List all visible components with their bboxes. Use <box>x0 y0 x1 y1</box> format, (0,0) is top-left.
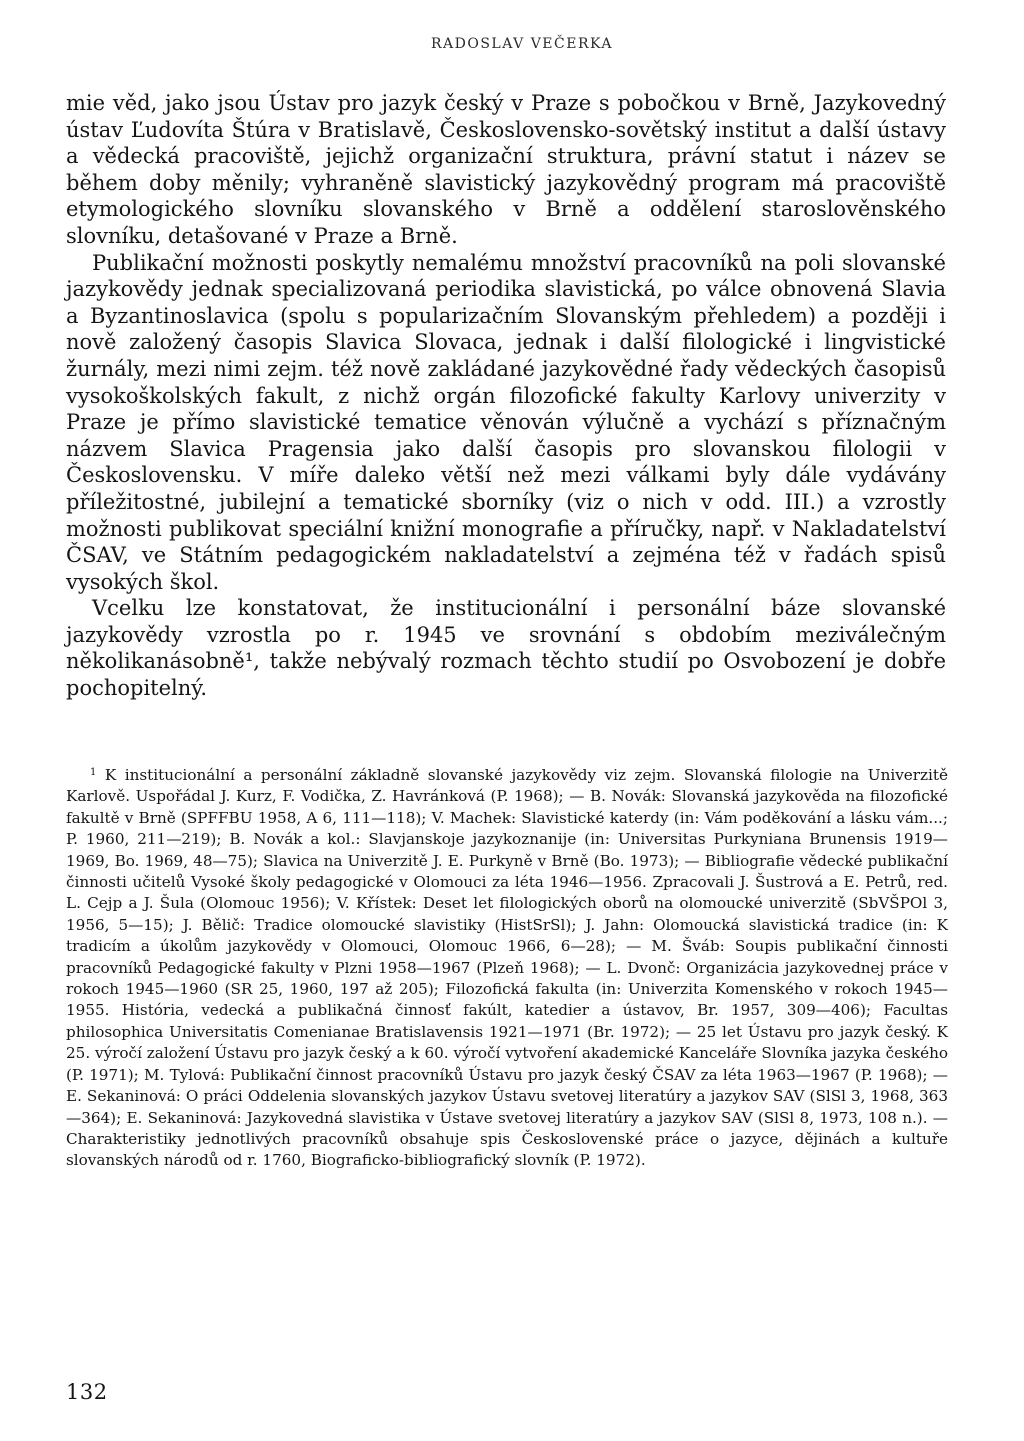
page-number: 132 <box>66 1380 108 1404</box>
footnote-marker: 1 <box>90 767 97 778</box>
footnote-text: K institucionální a personální základně slovanské jazykovědy viz zejm. Slovanská filologie na Univerzitě Karlově. Uspořádal J. Kurz, F. Vodička, Z. Havránková (P. 1968); — B. Novák: Slovanská jazykověda na filozofické fakultě v Brně (SPFFBU 1958, A 6, 111—118); V. Machek: Slavistické katerdy (in: Vám poděkování a lásku vám...; P. 1960, 211—219); B. Novák a kol.: Slavjanskoje jazykoznanije (in: Universitas Purkyniana Brunensis 1919—1969, Bo. 1969, 48—75); Slavica na Univerzitě J. E. Purkyně v Brně (Bo. 1973); — Bibliografie vědecké publikační činnosti učitelů Vysoké školy pedagogické v Olomouci za léta 1946—1956. Zpracovali J. Šustrová a E. Petrů, red. L. Cejp a J. Šula (Olomouc 1956); V. Křístek: Deset let filologických oborů na olomoucké univerzitě (SbVŠPOl 3, 1956, 5—15); J. Bělič: Tradice olomoucké slavistiky (HistSrSl); J. Jahn: Olomoucká slavistická tradice (in: K tradicím a úkolům jazykovědy v Olomouci, Olomouc 1966, 6—28); — M. Šváb: Soupis publikační činnosti pracovníků Pedagogické fakulty v Plzni 1958—1967 (Plzeň 1968); — L. Dvonč: Organizácia jazykovednej práce v rokoch 1945—1960 (SR 25, 1960, 197 až 205); Filozofická fakulta (in: Univerzita Komenského v rokoch 1945—1955. História, vedecká a publikačná činnosť fakúlt, katedier a ústavov, Br. 1957, 309—406); Facultas philosophica Universitatis Comenianae Bratislavensis 1921—1971 (Br. 1972); — 25 let Ústavu pro jazyk český. K 25. výročí založení Ústavu pro jazyk český a k 60. výročí vytvoření akademické Kanceláře Slovníka jazyka českého (P. 1971); M. Tylová: Publikační činnost pracovníků Ústavu pro jazyk český ČSAV za léta 1963—1967 (P. 1968); — E. Sekaninová: O práci Oddelenia slovanských jazykov Ústavu svetovej literatúry a jazykov SAV (SlSl 3, 1968, 363—364); E. Sekaninová: Jazykovedná slavistika v Ústave svetovej literatúry a jazykov SAV (SlSl 8, 1973, 108 n.). — Charakteristiky jednotlivých pracovníků obsahuje spis Československé práce o jazyce, dějinách a kultuře slovanských národů od r. 1760, Biograficko-bibliografický slovník (P. 1972). <box>66 766 948 1170</box>
main-text <box>66 90 946 702</box>
body-paragraph-3: Vcelku lze konstatovat, že institucionální i personální báze slovanské jazykovědy vzrostla po r. 1945 ve srovnání s obdobím meziválečným několikanásobně¹, takže nebývalý rozmach těchto studií po Osvobození je dobře pochopitelný. <box>66 596 946 701</box>
running-head: RADOSLAV VEČERKA <box>430 36 614 52</box>
footnote-paragraph <box>66 762 948 1172</box>
body-paragraph-2: Publikační možnosti poskytly nemalému množství pracovníků na poli slovanské jazykovědy jednak specializovaná periodika slavistická, po válce obnovená Slavia a Byzantinoslavica (spolu s popularizačním Slovanským přehledem) a později i nově založený časopis Slavica Slovaca, jednak i další filologické i lingvistické žurnály, mezi nimi zejm. též nově zakládané jazykovědné řady vědeckých časopisů vysokoškolských fakult, z nichž orgán filozofické fakulty Karlovy univerzity v Praze je přímo slavistické tematice věnován výlučně a vychází s příznačným názvem Slavica Pragensia jako další časopis pro slovanskou filologii v Československu. V míře daleko větší než mezi válkami byly dále vydávány příležitostné, jubilejní a tematické sborníky (viz o nich v odd. III.) a vzrostly možnosti publikovat speciální knižní monografie a příručky, např. v Nakladatelství ČSAV, ve Státním pedagogickém nakladatelství a zejména též v řadách spisů vysokých škol. <box>66 250 946 594</box>
footnote <box>66 762 948 1172</box>
body-paragraph-1: mie věd, jako jsou Ústav pro jazyk český v Praze s pobočkou v Brně, Jazykovedný ústav Ľudovíta Štúra v Bratislavě, Československo-sovětský institut a další ústavy a vědecká pracoviště, jejichž organizační struktura, právní statut i název se během doby měnily; vyhraněně slavistický jazykovědný program má pracoviště etymologického slovníku slovanského v Brně a oddělení staroslověnského slovníku, detašované v Praze a Brně. <box>66 91 946 248</box>
